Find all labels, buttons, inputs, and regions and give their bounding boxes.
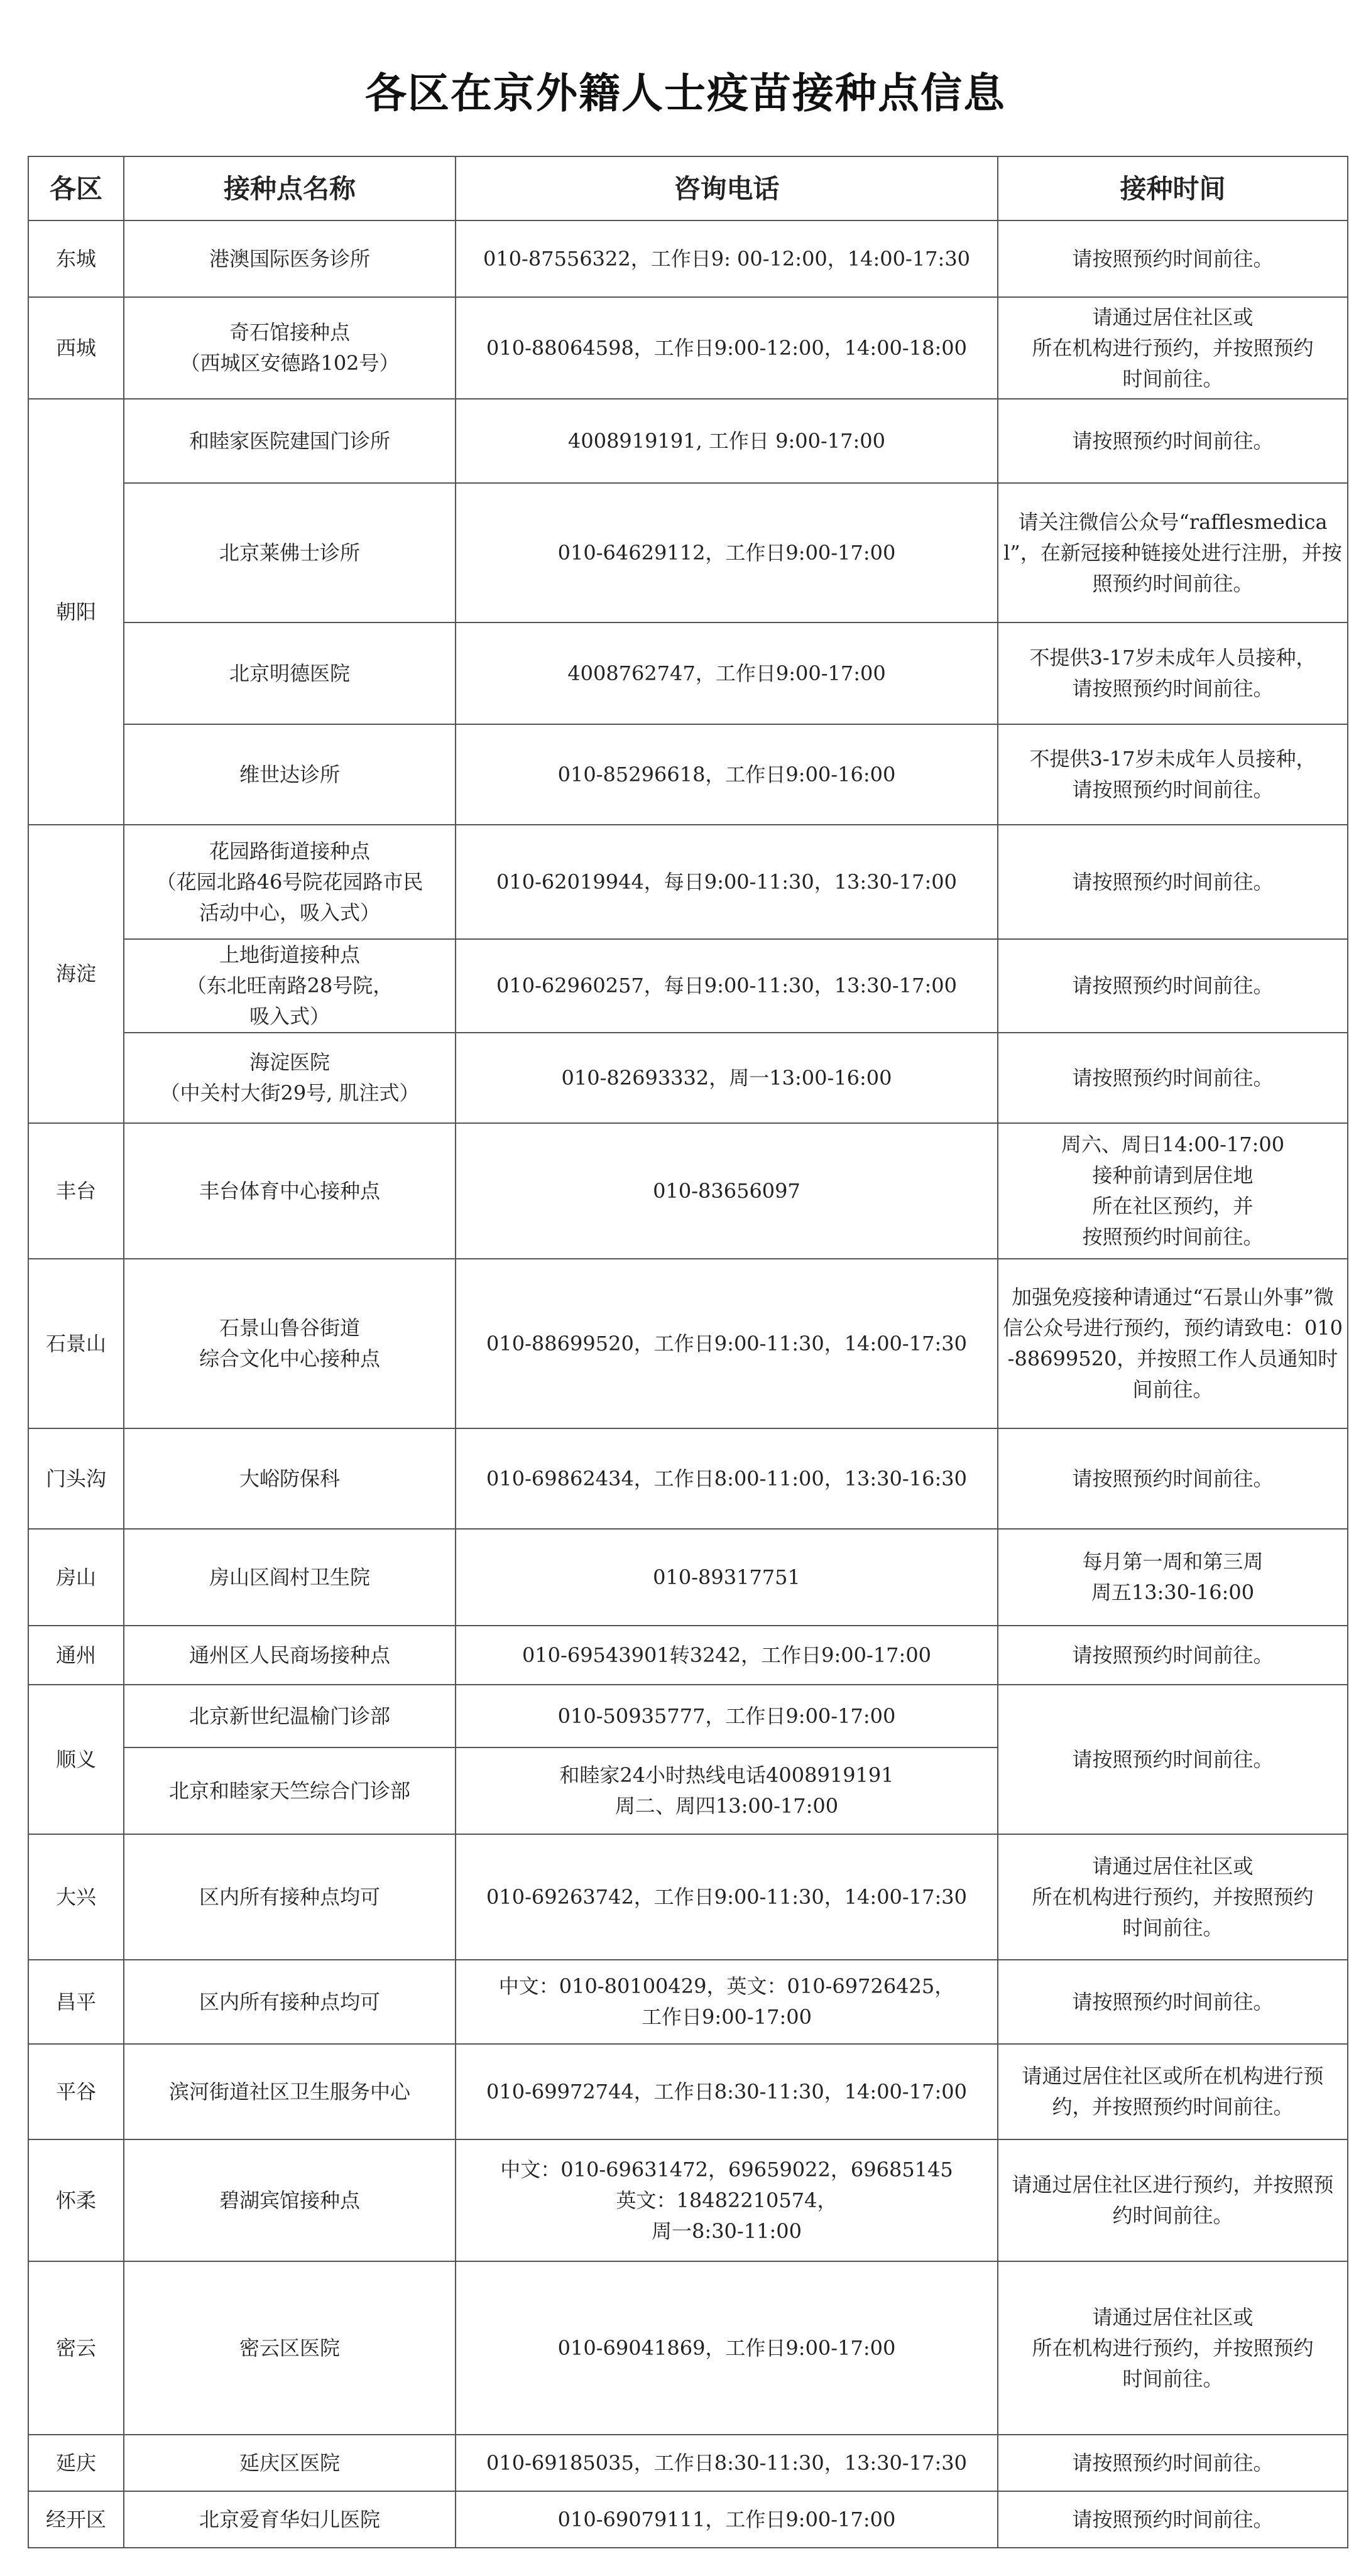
district-cell: 怀柔 bbox=[28, 2139, 124, 2261]
page-title: 各区在京外籍人士疫苗接种点信息 bbox=[365, 69, 1006, 117]
table-row bbox=[28, 1626, 1348, 1685]
site-cell: 密云区医院 bbox=[124, 2261, 456, 2435]
phone-cell: 010-62019944，每日9:00-11:30，13:30-17:00 bbox=[456, 825, 998, 939]
phone-cell: 010-82693332，周一13:00-16:00 bbox=[456, 1033, 998, 1123]
site-cell: 港澳国际医务诊所 bbox=[124, 220, 456, 297]
district-cell: 丰台 bbox=[28, 1123, 124, 1259]
phone-cell: 4008762747，工作日9:00-17:00 bbox=[456, 622, 998, 724]
phone-cell: 010-69041869，工作日9:00-17:00 bbox=[456, 2261, 998, 2435]
district-cell: 朝阳 bbox=[28, 399, 124, 825]
table-row bbox=[28, 483, 1348, 622]
table-row bbox=[28, 2435, 1348, 2491]
time-cell: 请关注微信公众号“rafflesmedical”，在新冠接种链接处进行注册，并按照预约时间前往。 bbox=[998, 483, 1348, 622]
header-district: 各区 bbox=[28, 156, 124, 220]
district-cell: 平谷 bbox=[28, 2044, 124, 2139]
phone-cell: 和睦家24小时热线电话4008919191 周二、周四13:00-17:00 bbox=[456, 1747, 998, 1834]
site-cell: 北京爱育华妇儿医院 bbox=[124, 2491, 456, 2548]
site-cell: 北京莱佛士诊所 bbox=[124, 483, 456, 622]
phone-cell: 010-89317751 bbox=[456, 1529, 998, 1626]
phone-cell: 010-87556322，工作日9: 00-12:00，14:00-17:30 bbox=[456, 220, 998, 297]
time-cell: 请按照预约时间前往。 bbox=[998, 1626, 1348, 1685]
site-cell: 维世达诊所 bbox=[124, 724, 456, 825]
phone-cell: 010-69972744，工作日8:30-11:30，14:00-17:00 bbox=[456, 2044, 998, 2139]
time-cell: 请按照预约时间前往。 bbox=[998, 1033, 1348, 1123]
site-cell: 北京新世纪温榆门诊部 bbox=[124, 1685, 456, 1747]
phone-cell: 010-69263742，工作日9:00-11:30，14:00-17:30 bbox=[456, 1834, 998, 1960]
table-row bbox=[28, 1033, 1348, 1123]
site-cell: 区内所有接种点均可 bbox=[124, 1834, 456, 1960]
site-cell: 延庆区医院 bbox=[124, 2435, 456, 2491]
site-cell: 石景山鲁谷街道 综合文化中心接种点 bbox=[124, 1259, 456, 1428]
table-row bbox=[28, 1529, 1348, 1626]
phone-cell: 010-83656097 bbox=[456, 1123, 998, 1259]
time-cell: 周六、周日14:00-17:00 接种前请到居住地 所在社区预约，并 按照预约时间前往。 bbox=[998, 1123, 1348, 1259]
table-row bbox=[28, 1123, 1348, 1259]
phone-cell: 010-69079111，工作日9:00-17:00 bbox=[456, 2491, 998, 2548]
district-cell: 延庆 bbox=[28, 2435, 124, 2491]
table-row bbox=[28, 2139, 1348, 2261]
table-row bbox=[28, 1428, 1348, 1529]
district-cell: 东城 bbox=[28, 220, 124, 297]
phone-cell: 010-62960257，每日9:00-11:30，13:30-17:00 bbox=[456, 939, 998, 1033]
table-row bbox=[28, 724, 1348, 825]
time-cell: 请通过居住社区或 所在机构进行预约，并按照预约 时间前往。 bbox=[998, 1834, 1348, 1960]
table-row bbox=[28, 1960, 1348, 2044]
district-cell: 昌平 bbox=[28, 1960, 124, 2044]
district-cell: 经开区 bbox=[28, 2491, 124, 2548]
site-cell: 区内所有接种点均可 bbox=[124, 1960, 456, 2044]
site-cell: 房山区阎村卫生院 bbox=[124, 1529, 456, 1626]
table-row bbox=[28, 1259, 1348, 1428]
time-cell: 不提供3-17岁未成年人员接种， 请按照预约时间前往。 bbox=[998, 724, 1348, 825]
phone-cell: 010-64629112，工作日9:00-17:00 bbox=[456, 483, 998, 622]
time-cell: 请按照预约时间前往。 bbox=[998, 939, 1348, 1033]
site-cell: 北京明德医院 bbox=[124, 622, 456, 724]
site-cell: 丰台体育中心接种点 bbox=[124, 1123, 456, 1259]
table-row bbox=[28, 2491, 1348, 2548]
phone-cell: 中文：010-69631472，69659022，69685145 英文：18482210574， 周一8:30-11:00 bbox=[456, 2139, 998, 2261]
time-cell: 每月第一周和第三周 周五13:30-16:00 bbox=[998, 1529, 1348, 1626]
district-cell: 门头沟 bbox=[28, 1428, 124, 1529]
site-cell: 滨河街道社区卫生服务中心 bbox=[124, 2044, 456, 2139]
phone-cell: 010-69185035，工作日8:30-11:30，13:30-17:30 bbox=[456, 2435, 998, 2491]
site-cell: 奇石馆接种点 （西城区安德路102号） bbox=[124, 297, 456, 399]
site-cell: 北京和睦家天竺综合门诊部 bbox=[124, 1747, 456, 1834]
district-cell: 西城 bbox=[28, 297, 124, 399]
time-cell: 请按照预约时间前往。 bbox=[998, 2435, 1348, 2491]
site-cell: 碧湖宾馆接种点 bbox=[124, 2139, 456, 2261]
table-row bbox=[28, 939, 1348, 1033]
phone-cell: 010-69862434，工作日8:00-11:00，13:30-16:30 bbox=[456, 1428, 998, 1529]
district-cell: 海淀 bbox=[28, 825, 124, 1123]
district-cell: 顺义 bbox=[28, 1685, 124, 1834]
site-cell: 和睦家医院建国门诊所 bbox=[124, 399, 456, 483]
table-header-row bbox=[28, 156, 1348, 220]
district-cell: 密云 bbox=[28, 2261, 124, 2435]
table-row bbox=[28, 297, 1348, 399]
time-cell: 不提供3-17岁未成年人员接种， 请按照预约时间前往。 bbox=[998, 622, 1348, 724]
header-time: 接种时间 bbox=[998, 156, 1348, 220]
phone-cell: 010-88064598，工作日9:00-12:00，14:00-18:00 bbox=[456, 297, 998, 399]
district-cell: 石景山 bbox=[28, 1259, 124, 1428]
table-row bbox=[28, 1834, 1348, 1960]
district-cell: 通州 bbox=[28, 1626, 124, 1685]
time-cell: 请通过居住社区进行预约，并按照预约时间前往。 bbox=[998, 2139, 1348, 2261]
time-cell: 请按照预约时间前往。 bbox=[998, 1428, 1348, 1529]
phone-cell: 中文：010-80100429，英文：010-69726425， 工作日9:00-17:00 bbox=[456, 1960, 998, 2044]
phone-cell: 010-50935777，工作日9:00-17:00 bbox=[456, 1685, 998, 1747]
site-cell: 大峪防保科 bbox=[124, 1428, 456, 1529]
district-cell: 大兴 bbox=[28, 1834, 124, 1960]
time-cell: 请按照预约时间前往。 bbox=[998, 1960, 1348, 2044]
time-cell: 请按照预约时间前往。 bbox=[998, 1685, 1348, 1834]
time-cell: 请按照预约时间前往。 bbox=[998, 2491, 1348, 2548]
site-cell: 海淀医院 （中关村大街29号, 肌注式） bbox=[124, 1033, 456, 1123]
table-row bbox=[28, 2044, 1348, 2139]
time-cell: 请通过居住社区或所在机构进行预约，并按照预约时间前往。 bbox=[998, 2044, 1348, 2139]
table-row bbox=[28, 399, 1348, 483]
time-cell: 请按照预约时间前往。 bbox=[998, 220, 1348, 297]
phone-cell: 010-69543901转3242，工作日9:00-17:00 bbox=[456, 1626, 998, 1685]
time-cell: 请通过居住社区或 所在机构进行预约，并按照预约 时间前往。 bbox=[998, 297, 1348, 399]
phone-cell: 010-88699520，工作日9:00-11:30，14:00-17:30 bbox=[456, 1259, 998, 1428]
time-cell: 请按照预约时间前往。 bbox=[998, 399, 1348, 483]
table-row bbox=[28, 2261, 1348, 2435]
header-phone: 咨询电话 bbox=[456, 156, 998, 220]
header-site: 接种点名称 bbox=[124, 156, 456, 220]
time-cell: 请按照预约时间前往。 bbox=[998, 825, 1348, 939]
site-cell: 通州区人民商场接种点 bbox=[124, 1626, 456, 1685]
table-row bbox=[28, 220, 1348, 297]
site-cell: 花园路街道接种点 （花园北路46号院花园路市民 活动中心，吸入式） bbox=[124, 825, 456, 939]
table-row bbox=[28, 1685, 1348, 1747]
phone-cell: 4008919191, 工作日 9:00-17:00 bbox=[456, 399, 998, 483]
district-cell: 房山 bbox=[28, 1529, 124, 1626]
site-cell: 上地街道接种点 （东北旺南路28号院， 吸入式） bbox=[124, 939, 456, 1033]
table-row bbox=[28, 825, 1348, 939]
table-row bbox=[28, 622, 1348, 724]
vaccination-sites-table bbox=[28, 156, 1348, 2548]
time-cell: 加强免疫接种请通过“石景山外事”微信公众号进行预约，预约请致电：010-88699520，并按照工作人员通知时间前往。 bbox=[998, 1259, 1348, 1428]
time-cell: 请通过居住社区或 所在机构进行预约，并按照预约 时间前往。 bbox=[998, 2261, 1348, 2435]
phone-cell: 010-85296618，工作日9:00-16:00 bbox=[456, 724, 998, 825]
